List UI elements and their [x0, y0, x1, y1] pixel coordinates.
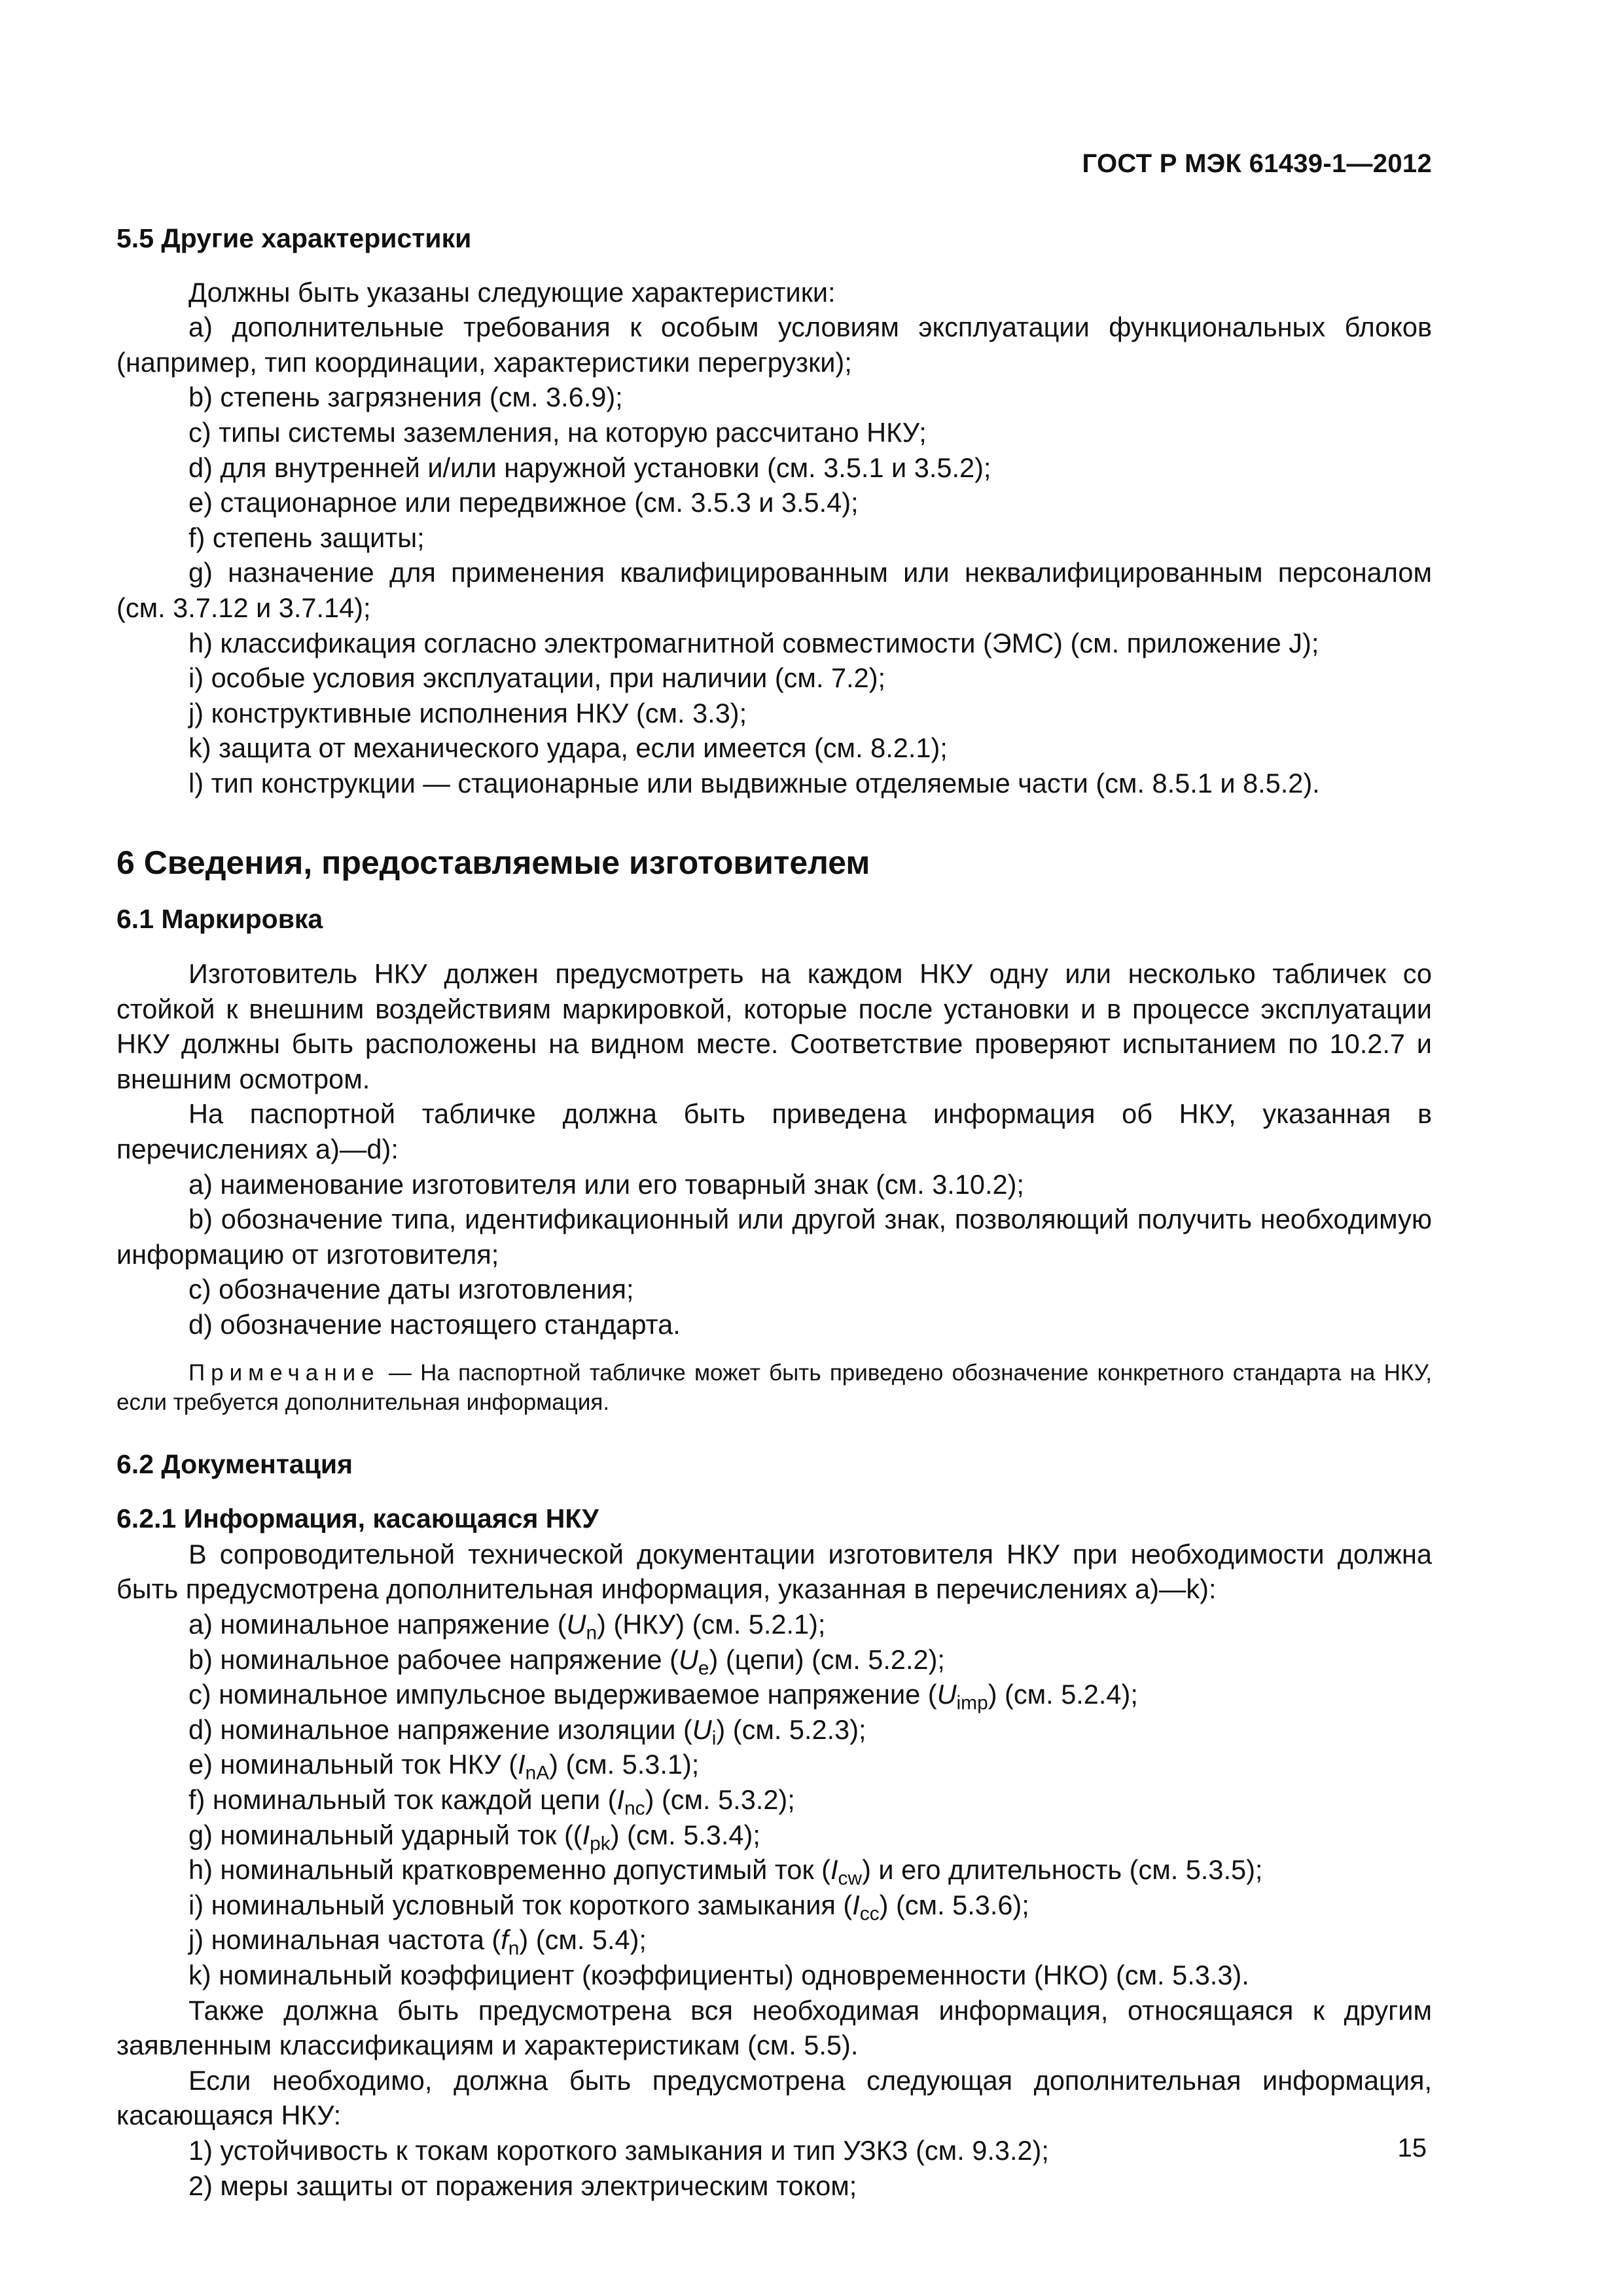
- page-header-standard-id: ГОСТ Р МЭК 61439-1—2012: [1082, 149, 1432, 178]
- list-item: b) номинальное рабочее напряжение $(U_e)$ (цепи) (см. 5.2.2);: [188, 1643, 945, 1679]
- list-item: b) степень загрязнения (см. 3.6.9);: [188, 382, 623, 413]
- list-item: с) типы системы заземления, на которую рассчитано НКУ;: [188, 416, 927, 448]
- list-item: l) тип конструкции — стационарные или выдвижные отделяемые части (см. 8.5.1 и 8.5.2).: [188, 767, 1320, 798]
- list-item: f) степень защиты;: [188, 522, 425, 553]
- section-6-2-title: 6.2 Документация: [116, 1448, 353, 1479]
- page-number: 15: [1397, 2134, 1427, 2162]
- list-item: с) номинальное импульсное выдерживаемое напряжение $(U_{imp})$ (см. 5.2.4);: [188, 1679, 1138, 1714]
- list-item: е) стационарное или передвижное (см. 3.5.3 и 3.5.4);: [188, 487, 859, 518]
- section-6-1-paragraph: На паспортной табличке должна быть приведена информация об НКУ, указанная в перечислениях а)—d):: [116, 1098, 1432, 1165]
- note-paragraph: [116, 1358, 1432, 1417]
- list-item: f) номинальный ток каждой цепи $(I_{nc})$ (см. 5.3.2);: [188, 1784, 795, 1820]
- section-5-5-title: 5.5 Другие характеристики: [116, 223, 472, 253]
- list-item: а) номинальное напряжение $(U_n)$ (НКУ) (см. 5.2.1);: [188, 1609, 826, 1644]
- list-item: g) номинальный ударный ток ($(I_{pk})$ (см. 5.3.4);: [188, 1819, 760, 1854]
- list-item: d) обозначение настоящего стандарта.: [188, 1309, 681, 1340]
- list-item: а) дополнительные требования к особым условиям эксплуатации функциональных блоков (например, тип координации, характеристики перегрузки);: [116, 312, 1432, 378]
- section-6-2-1-paragraph: Если необходимо, должна быть предусмотрена следующая дополнительная информация, касающаяся НКУ:: [116, 2064, 1432, 2131]
- list-item: d) для внутренней и/или наружной установки (см. 3.5.1 и 3.5.2);: [188, 452, 991, 483]
- list-item: k) номинальный коэффициент (коэффициенты) одновременности (НКО) (см. 5.3.3).: [188, 1959, 1249, 1990]
- section-6-title: 6 Сведения, предоставляемые изготовителем: [116, 844, 870, 881]
- list-item: d) номинальное напряжение изоляции $(U_i)$ (см. 5.2.3);: [188, 1713, 866, 1749]
- page-body: [116, 221, 1432, 2203]
- section-6-2-1-paragraph: В сопроводительной технической документации изготовителя НКУ при необходимости должна быть предусмотрена дополнительная информация, указанная в перечислениях а)—k):: [116, 1538, 1432, 1605]
- list-item: i) номинальный условный ток короткого замыкания $(I_{cc})$ (см. 5.3.6);: [188, 1889, 1029, 1925]
- list-item: j) номинальная частота $(f_n)$ (см. 5.4);: [188, 1924, 647, 1960]
- list-item: j) конструктивные исполнения НКУ (см. 3.3);: [188, 697, 747, 728]
- note-text: — На паспортной табличке может быть приведено обозначение конкретного стандарта на НКУ, если требуется дополнительная информация.: [116, 1359, 1432, 1415]
- section-6-1-paragraph: Изготовитель НКУ должен предусмотреть на каждом НКУ одну или несколько табличек со стойкой к внешним воздействиям маркировкой, которые после установки и в процессе эксплуатации НКУ должны быть расположены на видном месте. Соответствие проверяют испытанием по 10.2.7 и внешним осмотром.: [116, 958, 1432, 1094]
- section-5-5-intro: Должны быть указаны следующие характеристики:: [188, 276, 836, 308]
- list-item: а) наименование изготовителя или его товарный знак (см. 3.10.2);: [188, 1168, 1024, 1200]
- list-item: g) назначение для применения квалифицированным или неквалифицированным персоналом (см. 3.7.12 и 3.7.14);: [116, 557, 1432, 623]
- list-item: е) номинальный ток НКУ $(I_{nA})$ (см. 5.3.1);: [188, 1749, 700, 1784]
- list-item: h) номинальный кратковременно допустимый ток $(I_{cw})$ и его длительность (см. 5.3.5);: [188, 1854, 1263, 1890]
- section-6-1-title: 6.1 Маркировка: [116, 903, 323, 934]
- list-item: h) классификация согласно электромагнитной совместимости (ЭМС) (см. приложение J);: [188, 627, 1319, 658]
- list-item: 2) меры защиты от поражения электрическим током;: [188, 2170, 857, 2201]
- section-6-2-1-paragraph: Также должна быть предусмотрена вся необходимая информация, относящаяся к другим заявленным классификациям и характеристикам (см. 5.5).: [116, 1994, 1432, 2061]
- list-item: 1) устойчивость к токам короткого замыкания и тип УЗКЗ (см. 9.3.2);: [188, 2134, 1049, 2166]
- list-item: k) защита от механического удара, если имеется (см. 8.2.1);: [188, 732, 948, 764]
- list-item: b) обозначение типа, идентификационный или другой знак, позволяющий получить необходимую информацию от изготовителя;: [116, 1204, 1432, 1270]
- list-item: i) особые условия эксплуатации, при наличии (см. 7.2);: [188, 662, 886, 694]
- section-6-2-1-title: 6.2.1 Информация, касающаяся НКУ: [116, 1503, 599, 1534]
- note-label: Примечание: [188, 1359, 380, 1386]
- list-item: с) обозначение даты изготовления;: [188, 1274, 634, 1305]
